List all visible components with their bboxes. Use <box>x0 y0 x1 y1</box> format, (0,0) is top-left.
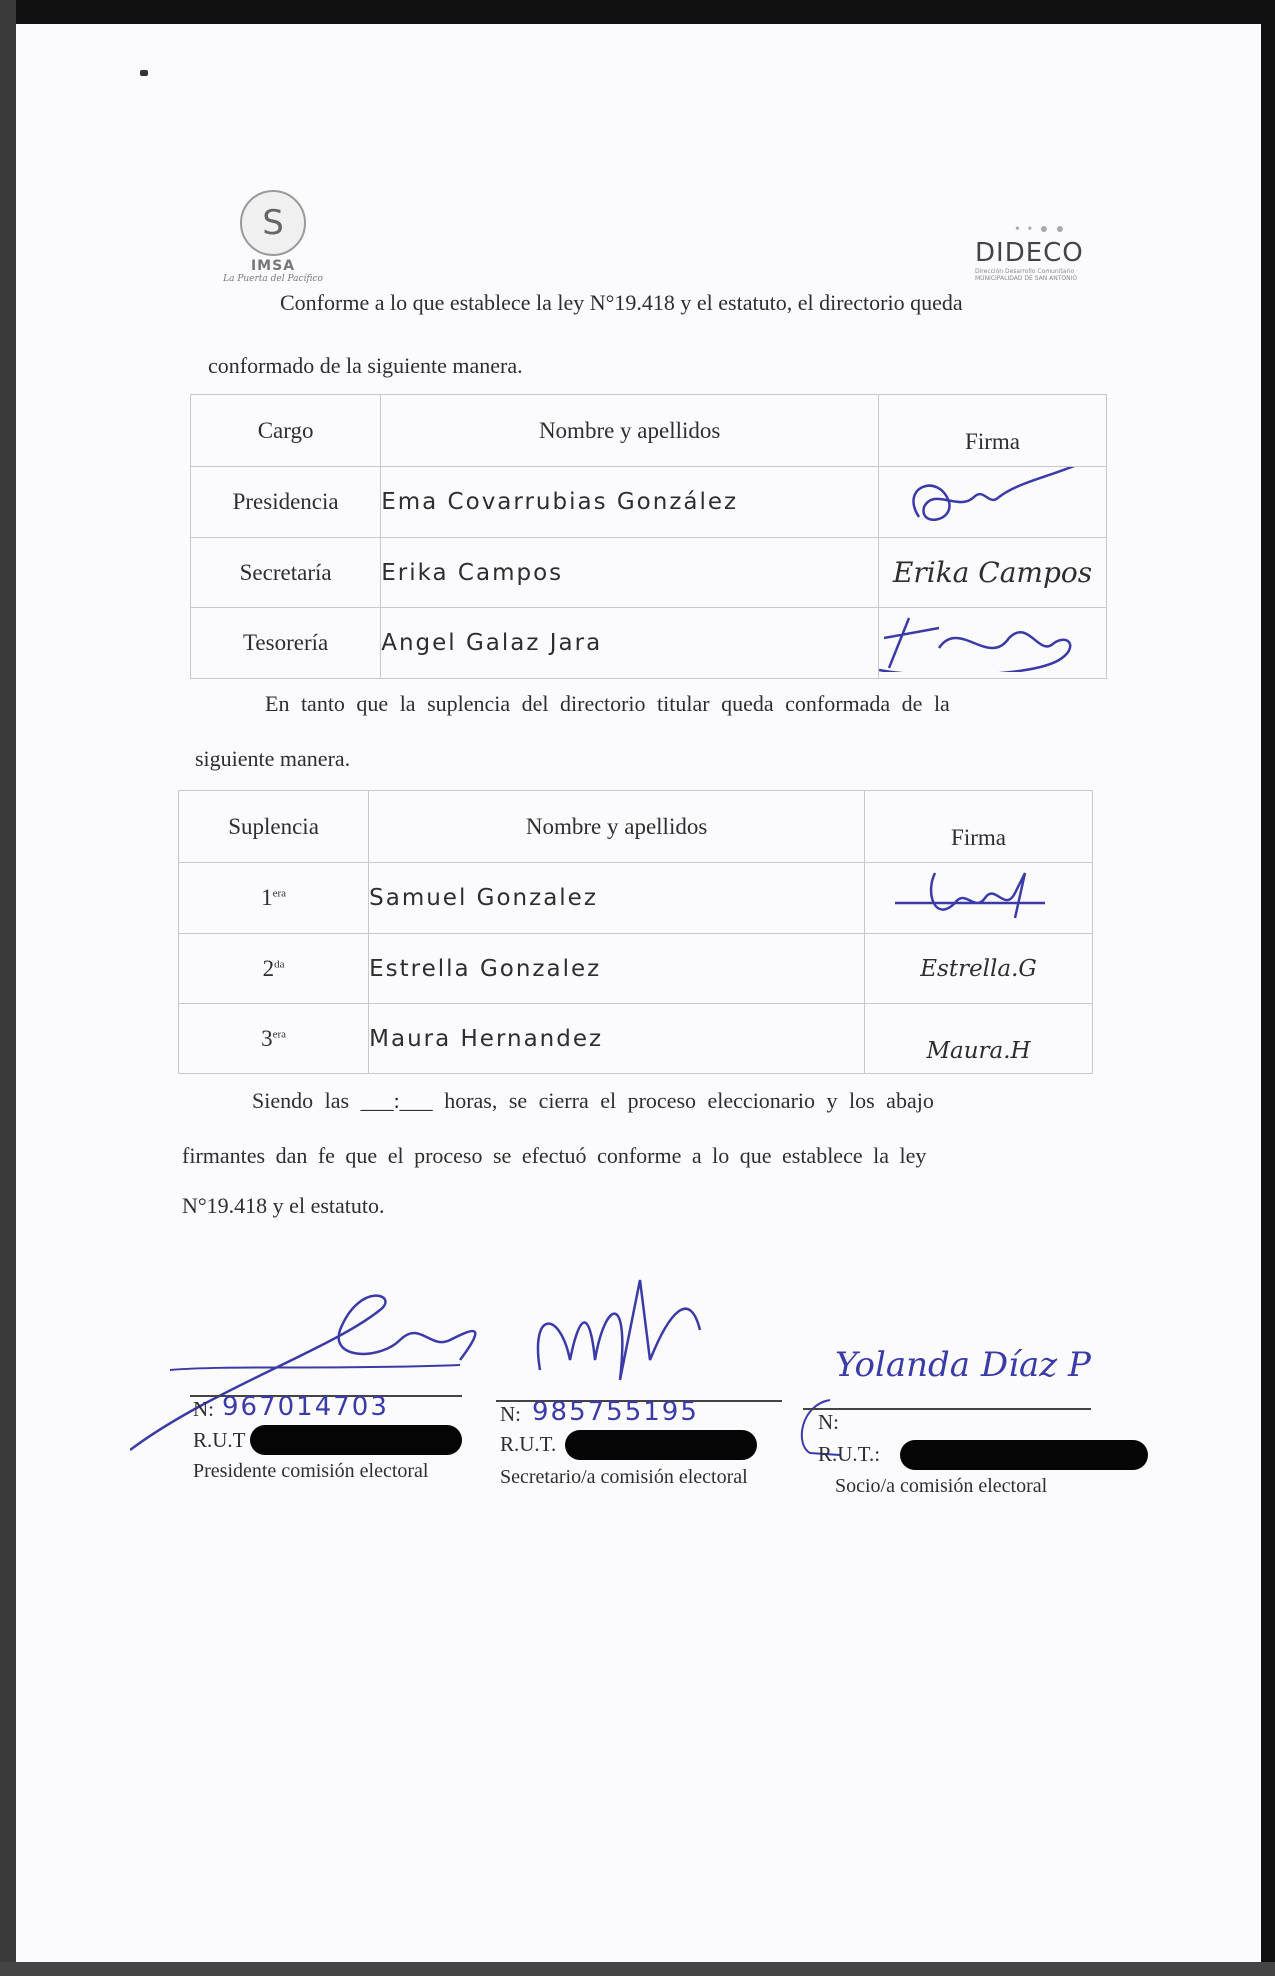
n-label-1: N: <box>193 1397 214 1421</box>
cargo-secretaria: Secretaría <box>191 538 381 608</box>
firma-suplente-2: Estrella.G <box>865 934 1093 1004</box>
signature-scribble-icon <box>879 467 1099 531</box>
orden-sup: da <box>274 957 285 970</box>
table-row <box>179 934 1093 1004</box>
orden-num: 3 <box>261 1025 273 1051</box>
firma-suplente-3: Maura.H <box>865 1004 1093 1074</box>
header-firma: Firma <box>879 395 1107 467</box>
signature-line <box>803 1408 1091 1410</box>
header-firma: Firma <box>865 791 1093 863</box>
closing-line-1b: horas, se cierra el proceso eleccionario y los abajo <box>444 1088 934 1113</box>
header-nombre: Nombre y apellidos <box>381 395 879 467</box>
dideco-logo-name: DIDECO <box>975 238 1084 268</box>
signature-scribble-icon <box>865 863 1085 927</box>
nombre-suplente-1: Samuel Gonzalez <box>369 863 865 934</box>
cargo-presidencia: Presidencia <box>191 467 381 538</box>
orden-sup: era <box>272 1027 287 1040</box>
nombre-suplente-3: Maura Hernandez <box>369 1004 865 1074</box>
suplencia-table <box>178 790 1093 1074</box>
scan-edge-top <box>0 0 1275 24</box>
directorio-table <box>190 394 1107 679</box>
closing-line-1 <box>252 1090 934 1112</box>
dideco-logo <box>975 222 1115 282</box>
table-row <box>191 608 1107 679</box>
n-value-2: 985755195 <box>532 1397 699 1427</box>
nombre-secretaria: Erika Campos <box>381 538 879 608</box>
firma-presidencia <box>879 467 1107 538</box>
redaction-bar <box>900 1440 1148 1470</box>
closing-line-1a: Siendo las <box>252 1088 350 1113</box>
dideco-logo-subtitle: Dirección Desarrollo Comunitario · MUNICIPALIDAD DE SAN ANTONIO <box>975 268 1078 282</box>
pen-name-3: Yolanda Díaz P <box>835 1345 1091 1385</box>
intro-line-1: Conforme a lo que establece la ley N°19.418 y el estatuto, el directorio queda <box>280 290 963 315</box>
signature-scribble-icon <box>520 1270 720 1410</box>
table-header-row <box>191 395 1107 467</box>
table-row <box>191 467 1107 538</box>
orden-num: 1 <box>261 885 273 910</box>
header-suplencia: Suplencia <box>179 791 369 863</box>
redaction-bar <box>250 1425 462 1455</box>
imsa-logo <box>218 190 328 284</box>
table-row <box>179 1004 1093 1074</box>
table-header-row <box>179 791 1093 863</box>
suplencia-intro-line-2: siguiente manera. <box>195 746 351 771</box>
closing-time-blank: ___:___ <box>360 1088 433 1113</box>
nombre-presidencia: Ema Covarrubias González <box>381 467 879 538</box>
intro-line-2: conformado de la siguiente manera. <box>208 353 523 378</box>
rut-label-1: R.U.T <box>193 1428 246 1452</box>
orden-sup: era <box>272 887 287 900</box>
n-value-1: 967014703 <box>222 1392 389 1422</box>
nombre-suplente-2: Estrella Gonzalez <box>369 934 865 1004</box>
scan-edge-bottom <box>0 1962 1275 1976</box>
firma-tesoreria <box>879 608 1107 679</box>
nombre-tesoreria: Angel Galaz Jara <box>381 608 879 679</box>
rut-label-2: R.U.T. <box>500 1432 557 1456</box>
role-2: Secretario/a comisión electoral <box>500 1466 748 1488</box>
firma-secretaria: Erika Campos <box>879 538 1107 608</box>
dideco-dots-icon: • • ● ● <box>1015 222 1067 237</box>
suplencia-orden-3 <box>179 1004 369 1074</box>
table-row <box>179 863 1093 934</box>
header-cargo: Cargo <box>191 395 381 467</box>
role-1: Presidente comisión electoral <box>193 1460 429 1482</box>
imsa-emblem-icon: S <box>240 190 306 256</box>
imsa-logo-name: IMSA <box>250 258 296 274</box>
n-label-2: N: <box>500 1402 521 1426</box>
n-label-3: N: <box>818 1410 839 1434</box>
closing-line-2: firmantes dan fe que el proceso se efectuó conforme a lo que establece la ley <box>182 1143 927 1168</box>
orden-num: 2 <box>262 955 275 981</box>
suplencia-intro-line-1: En tanto que la suplencia del directorio titular queda conformada de la <box>265 691 950 716</box>
table-row <box>191 538 1107 608</box>
suplencia-orden-2 <box>179 934 369 1004</box>
scan-edge-left <box>0 0 16 1976</box>
imsa-logo-tagline: La Puerta del Pacífico <box>223 274 323 284</box>
scan-speck <box>140 70 148 76</box>
redaction-bar <box>565 1430 757 1460</box>
role-3: Socio/a comisión electoral <box>835 1475 1048 1497</box>
firma-suplente-1 <box>865 863 1093 934</box>
rut-label-3: R.U.T.: <box>818 1442 881 1466</box>
scan-edge-right <box>1261 0 1275 1976</box>
closing-line-3: N°19.418 y el estatuto. <box>182 1193 385 1218</box>
cargo-tesoreria: Tesorería <box>191 608 381 679</box>
header-nombre: Nombre y apellidos <box>369 791 865 863</box>
suplencia-orden-1 <box>179 863 369 934</box>
signature-scribble-icon <box>879 608 1099 672</box>
